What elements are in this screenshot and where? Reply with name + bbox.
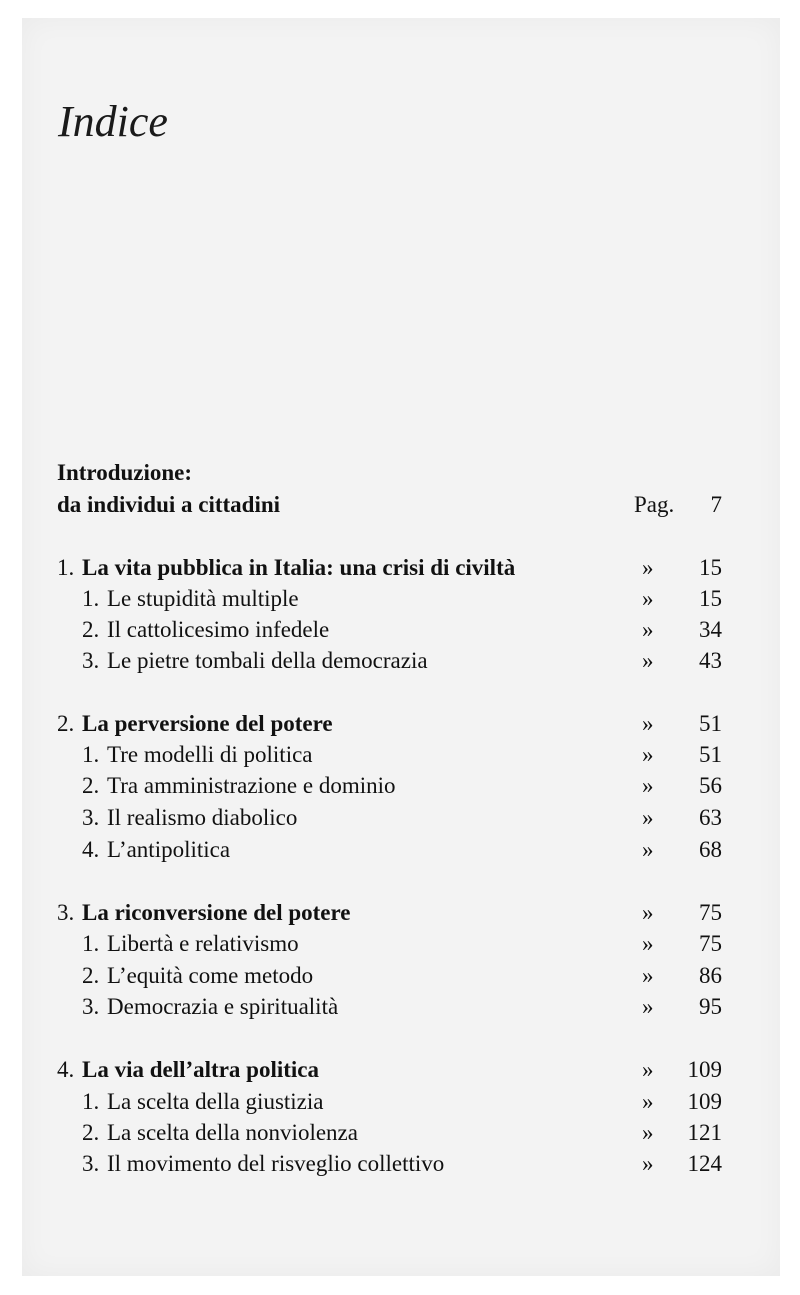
ditto-mark: »	[642, 1120, 654, 1145]
section-page-number: 51	[699, 742, 722, 767]
toc-section-row[interactable]	[0, 615, 800, 645]
ditto-mark: »	[642, 742, 654, 767]
section-number: 3.	[82, 994, 100, 1019]
ditto-mark: »	[642, 586, 654, 611]
chapter-title: La vita pubblica in Italia: una crisi di civiltà	[82, 555, 516, 580]
section-number: 4.	[82, 837, 100, 862]
section-page-number: 95	[699, 994, 722, 1019]
toc-section-row[interactable]	[0, 740, 800, 770]
section-page-number: 75	[699, 931, 722, 956]
chapter-title: La via dell’altra politica	[82, 1057, 320, 1082]
section-number: 1.	[82, 931, 100, 956]
ditto-mark: »	[642, 555, 654, 580]
section-title: Tre modelli di politica	[107, 742, 313, 767]
section-number: 3.	[82, 805, 100, 830]
page-prefix: Pag.	[634, 492, 675, 517]
section-number: 2.	[82, 773, 100, 798]
ditto-mark: »	[642, 805, 654, 830]
section-page-number: 109	[687, 1089, 722, 1114]
intro-title-line2: da individui a cittadini	[57, 492, 281, 517]
section-page-number: 34	[699, 617, 722, 642]
toc-chapter-row[interactable]	[0, 898, 800, 928]
section-title: Tra amministrazione e dominio	[107, 773, 396, 798]
section-title: L’antipolitica	[107, 837, 231, 862]
section-number: 2.	[82, 963, 100, 988]
section-number: 3.	[82, 1151, 100, 1176]
section-page-number: 56	[699, 773, 722, 798]
toc-chapter-row[interactable]	[0, 553, 800, 583]
ditto-mark: »	[642, 994, 654, 1019]
toc-section-row[interactable]	[0, 1118, 800, 1148]
section-page-number: 68	[699, 837, 722, 862]
ditto-mark: »	[642, 837, 654, 862]
section-number: 3.	[82, 648, 100, 673]
toc-section-row[interactable]	[0, 992, 800, 1022]
section-number: 1.	[82, 742, 100, 767]
section-title: Il cattolicesimo infedele	[107, 617, 330, 642]
ditto-mark: »	[642, 648, 654, 673]
ditto-mark: »	[642, 1057, 654, 1082]
section-title: Il realismo diabolico	[107, 805, 298, 830]
ditto-mark: »	[642, 931, 654, 956]
chapter-page-number: 15	[699, 555, 722, 580]
toc-section-row[interactable]	[0, 771, 800, 801]
chapter-title: La perversione del potere	[82, 711, 333, 736]
section-page-number: 43	[699, 648, 722, 673]
chapter-number: 2.	[57, 711, 75, 736]
section-title: Le pietre tombali della democrazia	[107, 648, 428, 673]
section-title: La scelta della giustizia	[107, 1089, 324, 1114]
section-number: 2.	[82, 1120, 100, 1145]
chapter-page-number: 51	[699, 711, 722, 736]
section-page-number: 15	[699, 586, 722, 611]
section-title: Il movimento del risveglio collettivo	[107, 1151, 445, 1176]
section-title: Libertà e relativismo	[107, 931, 299, 956]
ditto-mark: »	[642, 1089, 654, 1114]
section-number: 1.	[82, 586, 100, 611]
section-page-number: 121	[687, 1120, 722, 1145]
toc-chapter-row[interactable]	[0, 1055, 800, 1085]
page-title: Indice	[58, 97, 168, 146]
ditto-mark: »	[642, 1151, 654, 1176]
ditto-mark: »	[642, 711, 654, 736]
section-page-number: 63	[699, 805, 722, 830]
toc-intro-row[interactable]	[0, 490, 800, 520]
toc-section-row[interactable]	[0, 1149, 800, 1179]
toc-section-row[interactable]	[0, 835, 800, 865]
section-title: La scelta della nonviolenza	[107, 1120, 358, 1145]
toc-section-row[interactable]	[0, 961, 800, 991]
ditto-mark: »	[642, 900, 654, 925]
ditto-mark: »	[642, 617, 654, 642]
section-title: L’equità come metodo	[107, 963, 314, 988]
intro-title-line1: Introduzione:	[57, 460, 193, 485]
intro-page-number: 7	[710, 492, 722, 517]
chapter-title: La riconversione del potere	[82, 900, 351, 925]
section-page-number: 86	[699, 963, 722, 988]
toc-section-row[interactable]	[0, 929, 800, 959]
chapter-number: 1.	[57, 555, 75, 580]
section-page-number: 124	[687, 1151, 722, 1176]
chapter-number: 4.	[57, 1057, 75, 1082]
toc-chapter-row[interactable]	[0, 709, 800, 739]
chapter-page-number: 75	[699, 900, 722, 925]
chapter-number: 3.	[57, 900, 75, 925]
section-title: Le stupidità multiple	[107, 586, 299, 611]
section-number: 1.	[82, 1089, 100, 1114]
ditto-mark: »	[642, 963, 654, 988]
section-title: Democrazia e spiritualità	[107, 994, 339, 1019]
chapter-page-number: 109	[687, 1057, 722, 1082]
section-number: 2.	[82, 617, 100, 642]
toc-section-row[interactable]	[0, 646, 800, 676]
toc-section-row[interactable]	[0, 584, 800, 614]
ditto-mark: »	[642, 773, 654, 798]
toc-section-row[interactable]	[0, 803, 800, 833]
toc-section-row[interactable]	[0, 1087, 800, 1117]
